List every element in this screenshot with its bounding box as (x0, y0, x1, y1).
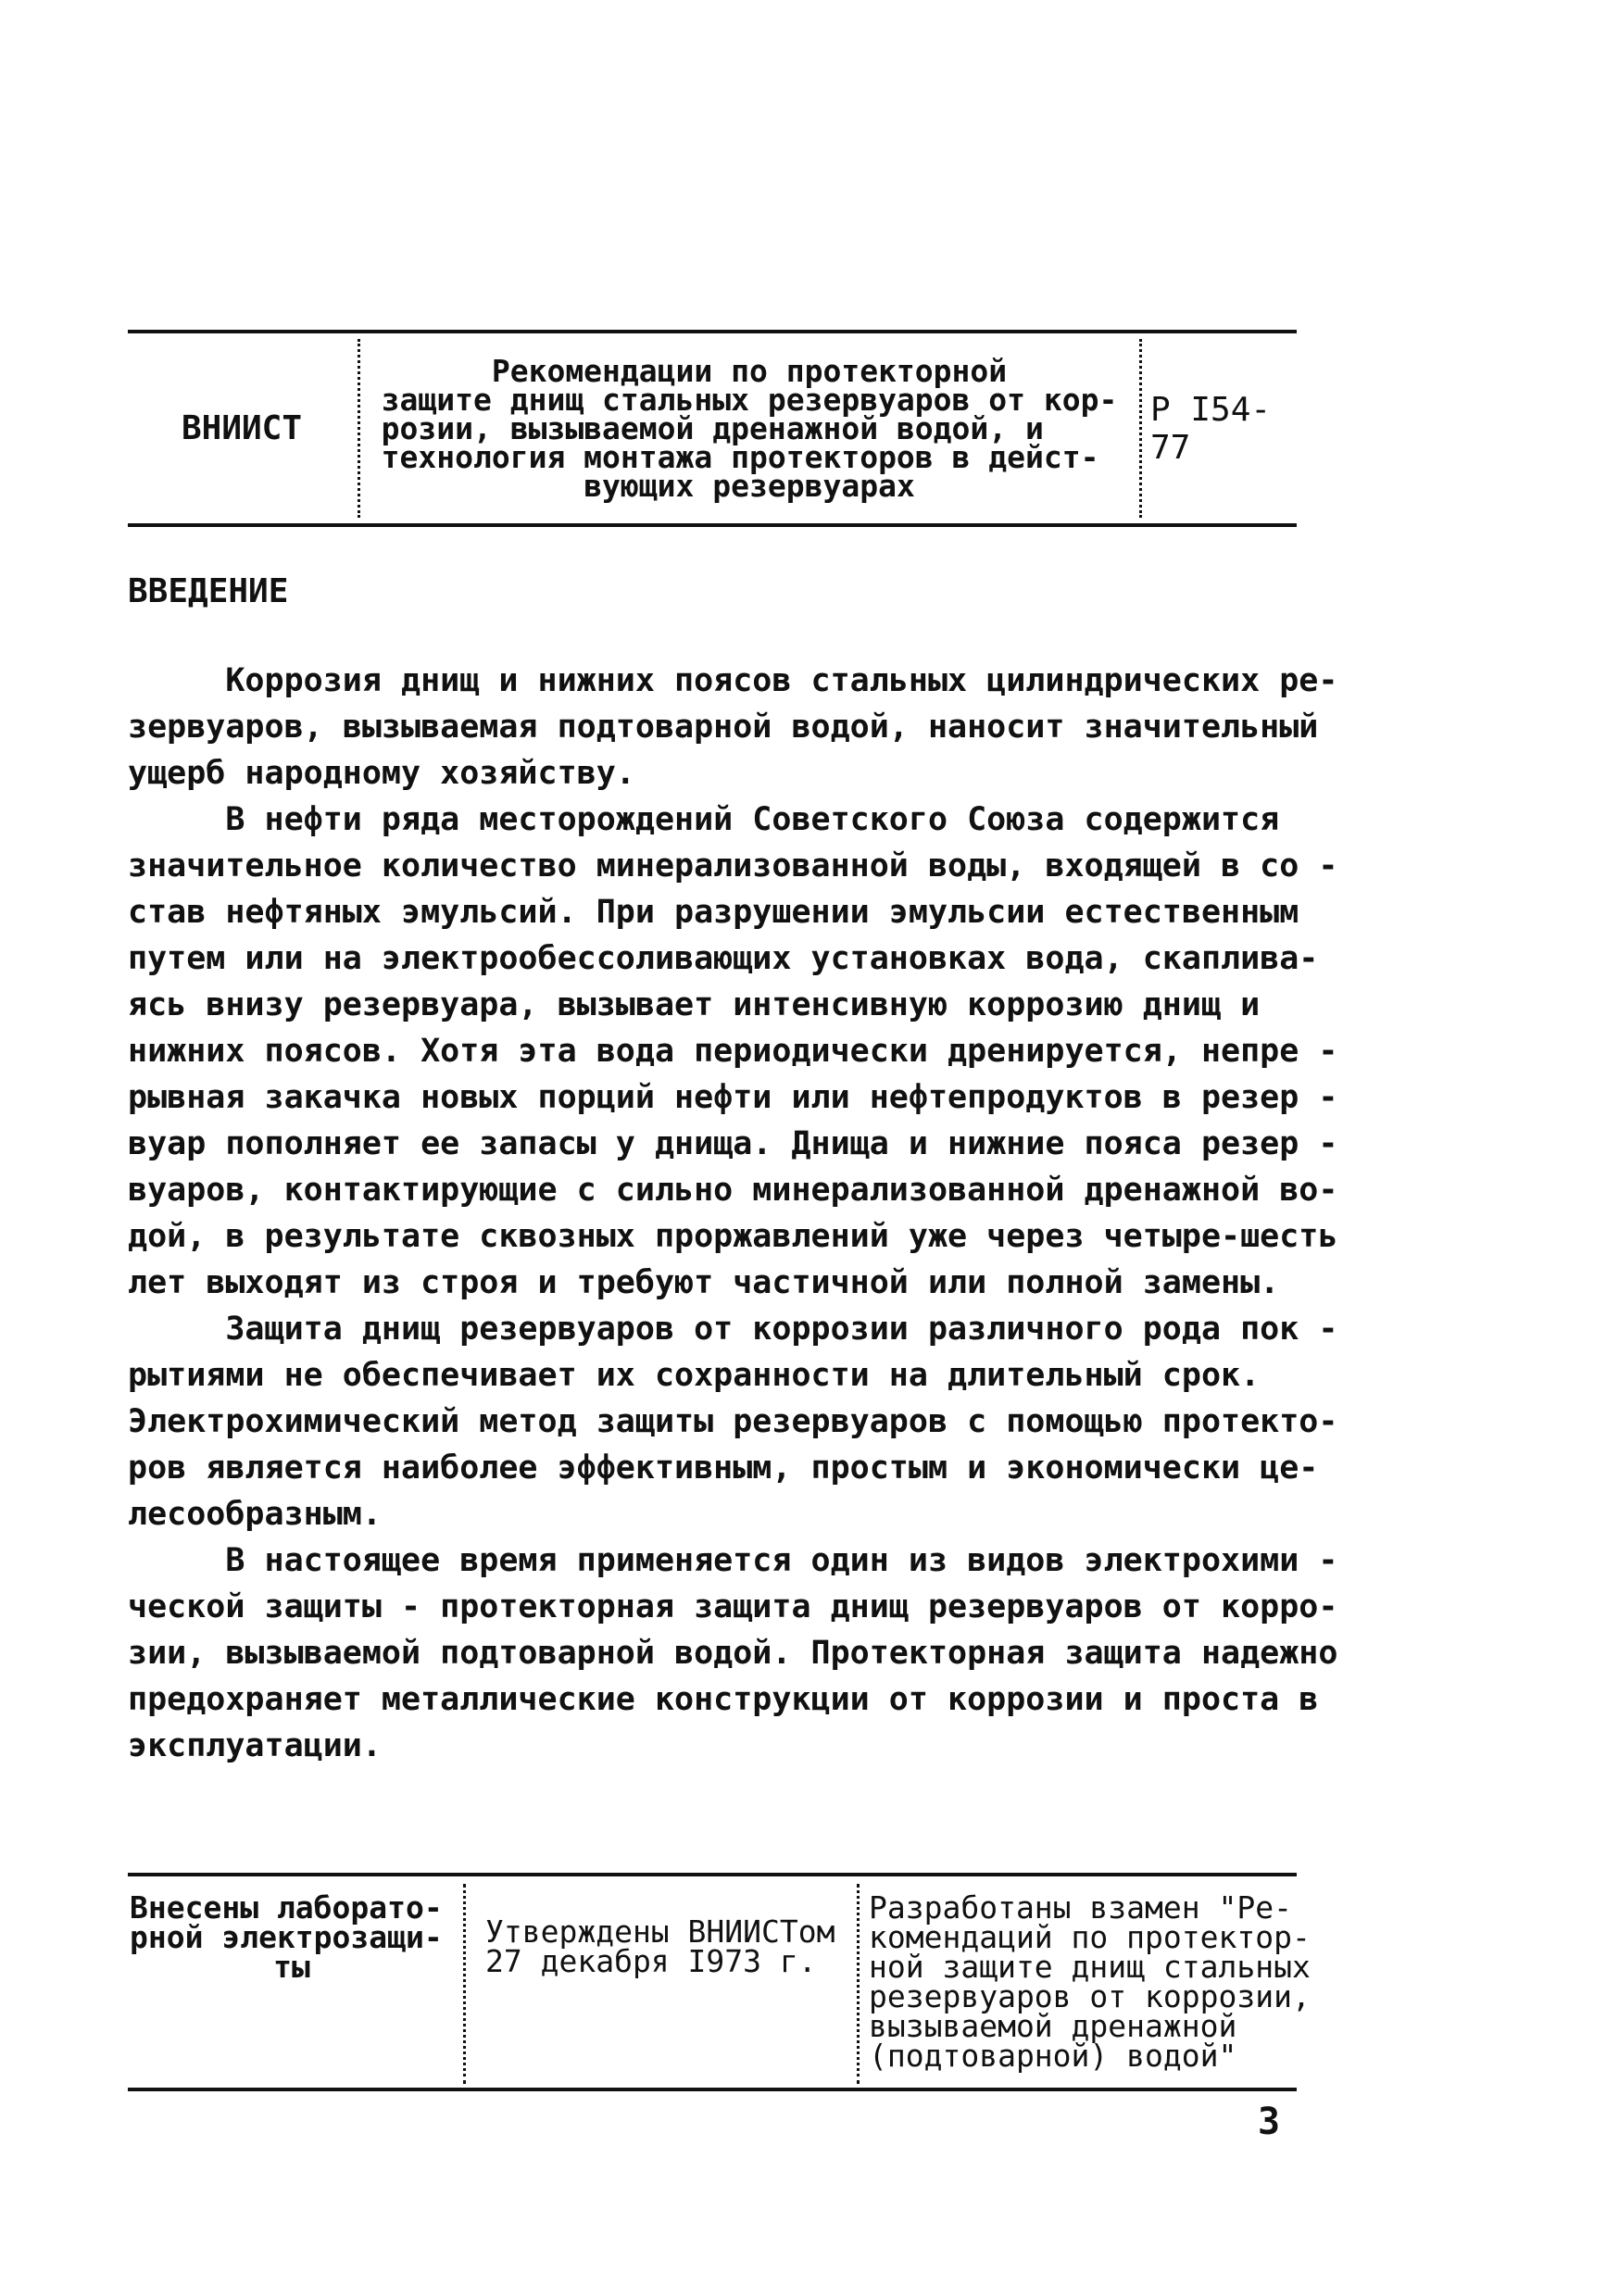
approved-line: 27 декабря I973 г. (485, 1943, 817, 1979)
text-line: вуаров, контактирующие с сильно минерализованной дренажной во- (128, 1172, 1338, 1209)
title-line: вующих резервуарах (584, 468, 915, 504)
text-line: став нефтяных эмульсий. При разрушении эмульсии естественным (128, 894, 1299, 931)
text-line: нижних поясов. Хотя эта вода периодически дренируется, непре - (128, 1033, 1338, 1070)
text-line: Защита днищ резервуаров от коррозии различного рода пок - (128, 1311, 1338, 1348)
document-code: Р I54-77 (1150, 390, 1272, 467)
text-line: зии, вызываемой подтоварной водой. Протекторная защита надежно (128, 1635, 1338, 1672)
title-line: Рекомендации по протекторной (491, 353, 1008, 389)
text-line: ческой защиты - протекторная защита днищ резервуаров от корро- (128, 1588, 1338, 1625)
document-title (365, 333, 1134, 523)
replaces-note (869, 1889, 1311, 2074)
title-line: защите днищ стальных резервуаров от кор- (381, 382, 1118, 418)
document-header (128, 330, 1297, 527)
approved-line: Утверждены ВНИИСТом (485, 1913, 835, 1950)
submitted-line: Внесены лаборато- (130, 1889, 443, 1926)
submitted-line: ты (273, 1949, 310, 1985)
footer-divider (463, 1884, 466, 2084)
text-line: ущерб народному хозяйству. (128, 755, 635, 792)
text-line: Электрохимический метод защиты резервуаров с помощью протекто- (128, 1403, 1338, 1440)
text-line: ясь внизу резервуара, вызывает интенсивную коррозию днищ и (128, 986, 1261, 1023)
text-line: рывная закачка новых порций нефти или нефтепродуктов в резер - (128, 1079, 1338, 1116)
text-line: В настоящее время применяется один из видов электрохими - (128, 1542, 1338, 1579)
page-number: 3 (1258, 2101, 1281, 2143)
body-text (128, 658, 1338, 1769)
text-line: зервуаров, вызываемая подтоварной водой, наносит значительный (128, 709, 1319, 746)
header-divider (1139, 339, 1142, 518)
title-line: розии, вызываемой дренажной водой, и (381, 410, 1044, 446)
text-line: В нефти ряда месторождений Советского Союза содержится (128, 801, 1280, 838)
submitted-by (130, 1889, 454, 1985)
document-footer (128, 1873, 1311, 2091)
text-line: эксплуатации. (128, 1727, 382, 1764)
text-line: предохраняет металлические конструкции от коррозии и проста в (128, 1681, 1319, 1718)
title-line: технология монтажа протекторов в дейст- (381, 439, 1099, 475)
submitted-line: рной электрозащи- (130, 1919, 443, 1955)
text-line: рытиями не обеспечивает их сохранности на длительный срок. (128, 1357, 1261, 1394)
replaces-line: (подтоварной) водой" (869, 2038, 1237, 2074)
replaces-line: резервуаров от коррозии, (869, 1978, 1311, 2014)
text-line: ров является наиболее эффективным, простым и экономически це- (128, 1449, 1319, 1487)
organization-name: ВНИИСТ (181, 409, 303, 447)
text-line: Коррозия днищ и нижних поясов стальных цилиндрических ре- (128, 662, 1338, 699)
text-line: значительное количество минерализованной воды, входящей в со - (128, 847, 1338, 885)
header-divider (358, 339, 360, 518)
section-heading: ВВЕДЕНИЕ (128, 572, 289, 610)
replaces-line: комендаций по протектор- (869, 1919, 1311, 1955)
text-line: вуар пополняет ее запасы у днища. Днища и нижние пояса резер - (128, 1125, 1338, 1162)
text-line: дой, в результате сквозных проржавлений уже через четыре-шесть (128, 1218, 1338, 1255)
replaces-line: Разработаны взамен "Ре- (869, 1889, 1292, 1926)
replaces-line: вызываемой дренажной (869, 2008, 1237, 2044)
replaces-line: ной защите днищ стальных (869, 1949, 1311, 1985)
text-line: путем или на электрообессоливающих установках вода, скаплива- (128, 940, 1319, 977)
text-line: лет выходят из строя и требуют частичной или полной замены. (128, 1264, 1280, 1301)
text-line: лесообразным. (128, 1496, 382, 1533)
footer-divider (857, 1884, 860, 2084)
